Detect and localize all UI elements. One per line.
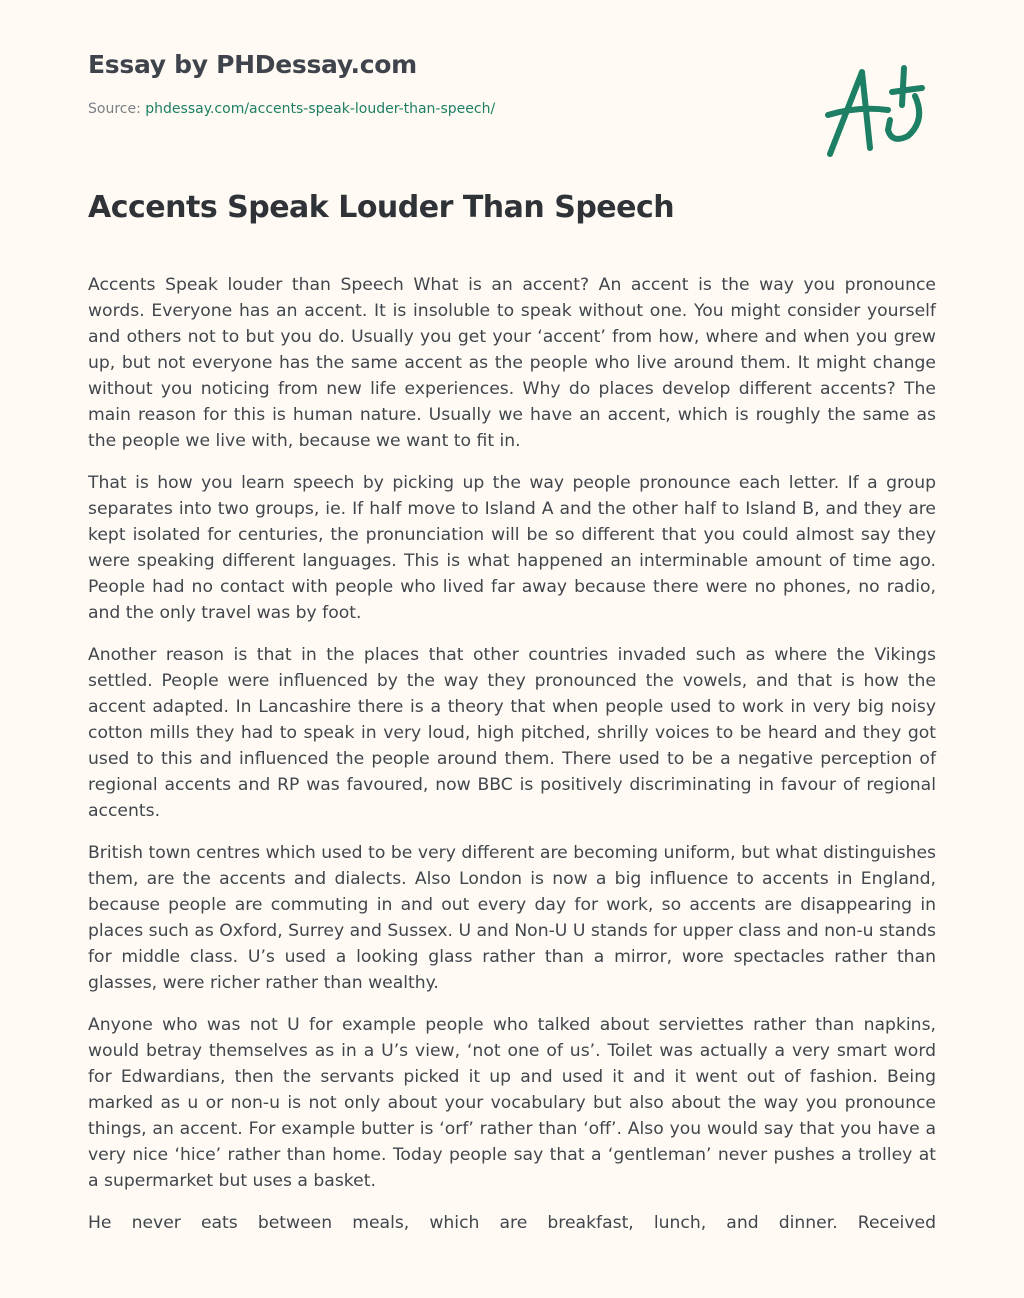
paragraph: Accents Speak louder than Speech What is an accent? An accent is the way you pronounce words. Everyone has an accent. It is insoluble to speak without one. You might consider yourself and others not to but you do. Usually you get your ‘accent’ from how, where and when you grew up, but not everyone has the same accent as the people who live around them. It might change without you noticing from new life experiences. Why do places develop different accents? The main reason for this is human nature. Usually we have an accent, which is roughly the same as the people we live with, because we want to fit in. (88, 275, 936, 451)
paragraph: He never eats between meals, which are breakfast, lunch, and dinner. Received (88, 1213, 936, 1233)
paragraph: That is how you learn speech by picking up the way people pronounce each letter. If a group separates into two groups, ie. If half move to Island A and the other half to Island B, and they are kept isolated for centuries, the pronunciation will be so different that you could almost say they were speaking different languages. This is what happened an interminable amount of time ago. People had no contact with people who lived far away because there were no phones, no radio, and the only travel was by foot. (88, 473, 936, 623)
source-label: Source: (88, 101, 141, 117)
page-title: Accents Speak Louder Than Speech (88, 190, 675, 225)
source-line (88, 101, 495, 117)
paragraph: British town centres which used to be very different are becoming uniform, but what distinguishes them, are the accents and dialects. Also London is now a big influence to accents in England, because people are commuting in and out every day for work, so accents are disappearing in places such as Oxford, Surrey and Sussex. U and Non-U U stands for upper class and non-u stands for middle class. U’s used a looking glass rather than a mirror, wore spectacles rather than glasses, were richer rather than wealthy. (88, 843, 937, 993)
source-link[interactable]: phdessay.com/accents-speak-louder-than-speech/ (145, 101, 496, 117)
site-brand: Essay by PHDessay.com (88, 50, 417, 79)
a-plus-logo-icon (818, 60, 938, 170)
paragraph: Anyone who was not U for example people who talked about serviettes rather than napkins, would betray themselves as in a U’s view, ‘not one of us’. Toilet was actually a very smart word for Edwardians, then the servants picked it up and used it and it went out of fashion. Being marked as u or non-u is not only about your vocabulary but also about the way you pronounce things, an accent. For example butter is ‘orf’ rather than ‘off’. Also you would say that you have a very nice ‘hice’ rather than home. Today people say that a ‘gentleman’ never pushes a trolley at a supermarket but uses a basket. (88, 1015, 936, 1191)
essay-body (88, 272, 936, 1252)
paragraph: Another reason is that in the places that other countries invaded such as where the Vikings settled. People were influenced by the way they pronounced the vowels, and that is how the accent adapted. In Lancashire there is a theory that when people used to work in very big noisy cotton mills they had to speak in very loud, high pitched, shrilly voices to be heard and they got used to this and influenced the people around them. There used to be a negative perception of regional accents and RP was favoured, now BBC is positively discriminating in favour of regional accents. (88, 645, 936, 821)
